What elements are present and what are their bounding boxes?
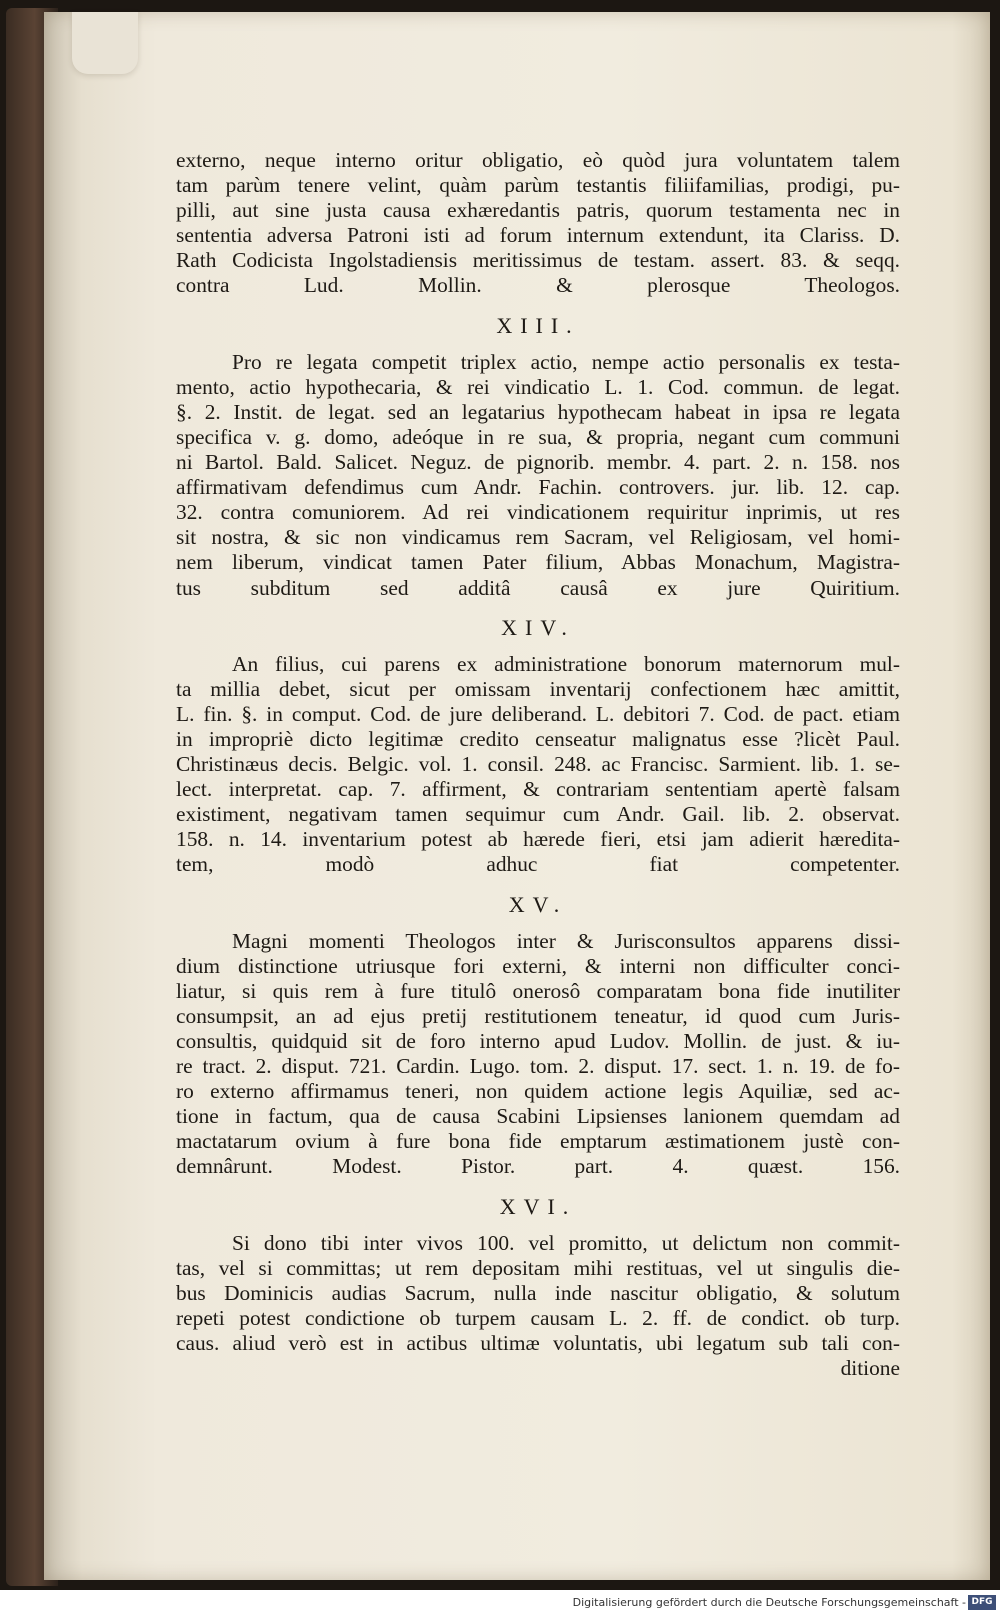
folded-corner [72, 12, 138, 74]
text-line: mento, actio hypothecaria, & rei vindicatio L. 1. Cod. commun. de legat. [176, 374, 900, 399]
text-line: consumpsit, an ad ejus pretij restitutionem teneatur, id quod cum Juris- [176, 1003, 900, 1028]
catchword: ditione [840, 1356, 900, 1381]
text-line: 32. contra comuniorem. Ad rei vindicationem requiritur inprimis, ut res [176, 500, 900, 525]
paragraph-intro [176, 148, 900, 299]
text-line: ta millia debet, sicut per omissam inventarij confectionem hæc amittit, [176, 676, 900, 701]
section-heading-15: XV. [508, 891, 568, 917]
text-line: in impropriè dicto legitimæ credito censeatur malignatus esse ?licèt Paul. [176, 726, 900, 751]
text-line: 158. n. 14. inventarium potest ab hærede fieri, etsi jam adierit hæredita- [176, 827, 900, 852]
text-line: contra Lud. Mollin. & plerosque Theologos. [176, 273, 900, 298]
text-line: sit nostra, & sic non vindicamus rem Sacram, vel Religiosam, vel homi- [176, 525, 900, 550]
text-line: Rath Codicista Ingolstadiensis meritissimus de testam. assert. 83. & seqq. [176, 248, 900, 273]
text-line: ro externo affirmamus teneri, non quidem actione legis Aquiliæ, sed ac- [176, 1079, 900, 1104]
text-line: externo, neque interno oritur obligatio, eò quòd jura voluntatem talem [176, 148, 900, 172]
paragraph-15 [176, 929, 900, 1180]
text-line: §. 2. Instit. de legat. sed an legatarius hypothecam habeat in ipsa re legata [176, 399, 900, 424]
text-line: dium distinctione utriusque fori externi, & interni non difficulter conci- [176, 953, 900, 978]
text-line: specifica v. g. domo, adeóque in re sua, & propria, negant cum communi [176, 424, 900, 449]
text-line: caus. aliud verò est in actibus ultimæ voluntatis, ubi legatum sub tali con- [176, 1331, 900, 1356]
text-line: Christinæus decis. Belgic. vol. 1. consil. 248. ac Francisc. Sarmient. lib. 1. se- [176, 752, 900, 777]
dfg-logo-icon: DFG [968, 1595, 996, 1610]
text-line: liatur, si quis rem à fure titulô onerosô comparatam bona fide inutiliter [176, 978, 900, 1003]
paragraph-14 [176, 652, 900, 878]
section-heading-14: XIV. [501, 614, 575, 640]
text-line: lect. interpretat. cap. 7. affirment, & contrariam sententiam apertè falsam [176, 777, 900, 802]
text-line: tem, modò adhuc fiat competenter. [176, 852, 900, 877]
text-line: tus subditum sed additâ causâ ex jure Quiritium. [176, 575, 900, 600]
section-heading-16: XVI. [499, 1193, 577, 1219]
text-line: L. fin. §. in comput. Cod. de jure deliberand. L. debitori 7. Cod. de pact. etiam [176, 701, 900, 726]
text-line: consultis, quidquid sit de foro interno apud Ludov. Mollin. de just. & iu- [176, 1029, 900, 1053]
text-line: Magni momenti Theologos inter & Jurisconsultos apparens dissi- [232, 928, 900, 953]
text-line: bus Dominicis audias Sacrum, nulla inde nascitur obligatio, & solutum [176, 1280, 900, 1305]
paragraph-13 [176, 350, 900, 601]
text-line: ni Bartol. Bald. Salicet. Neguz. de pignorib. membr. 4. part. 2. n. 158. nos [176, 450, 900, 475]
text-line: An filius, cui parens ex administratione bonorum maternorum mul- [232, 651, 900, 676]
footer-credit: Digitalisierung gefördert durch die Deutsche Forschungsgemeinschaft - [572, 1596, 966, 1609]
text-line: Pro re legata competit triplex actio, nempe actio personalis ex testa- [232, 349, 900, 374]
text-line: re tract. 2. disput. 721. Cardin. Lugo. tom. 2. disput. 17. sect. 1. n. 19. de fo- [176, 1054, 900, 1079]
text-line: mactatarum ovium à fure bona fide emptarum æstimationem justè con- [176, 1129, 900, 1154]
text-line: existiment, negativam tamen sequimur cum Andr. Gail. lib. 2. observat. [176, 802, 900, 827]
text-line: pilli, aut sine justa causa exhæredantis patris, quorum testamenta nec in [176, 198, 900, 223]
digitization-footer [0, 1592, 1000, 1615]
text-line: Si dono tibi inter vivos 100. vel promitto, ut delictum non commit- [232, 1230, 900, 1255]
text-line: tione in factum, qua de causa Scabini Lipsienses lanionem quemdam ad [176, 1104, 900, 1129]
text-line: sententia adversa Patroni isti ad forum internum extendunt, ita Clariss. D. [176, 223, 900, 248]
text-line: demnârunt. Modest. Pistor. part. 4. quæst. 156. [176, 1154, 900, 1179]
paragraph-16 [176, 1231, 900, 1356]
section-heading-13: XIII. [496, 312, 580, 338]
text-line: nem liberum, vindicat tamen Pater filium, Abbas Monachum, Magistra- [176, 550, 900, 575]
text-line: affirmativam defendimus cum Andr. Fachin. controvers. jur. lib. 12. cap. [176, 475, 900, 500]
text-line: tam parùm tenere velint, quàm parùm testantis filiifamilias, prodigi, pu- [176, 173, 900, 198]
text-line: tas, vel si committas; ut rem depositam mihi restituas, vel ut singulis die- [176, 1255, 900, 1280]
text-line: repeti potest condictione ob turpem causam L. 2. ff. de condict. ob turp. [176, 1305, 900, 1330]
page-text [176, 148, 900, 1381]
